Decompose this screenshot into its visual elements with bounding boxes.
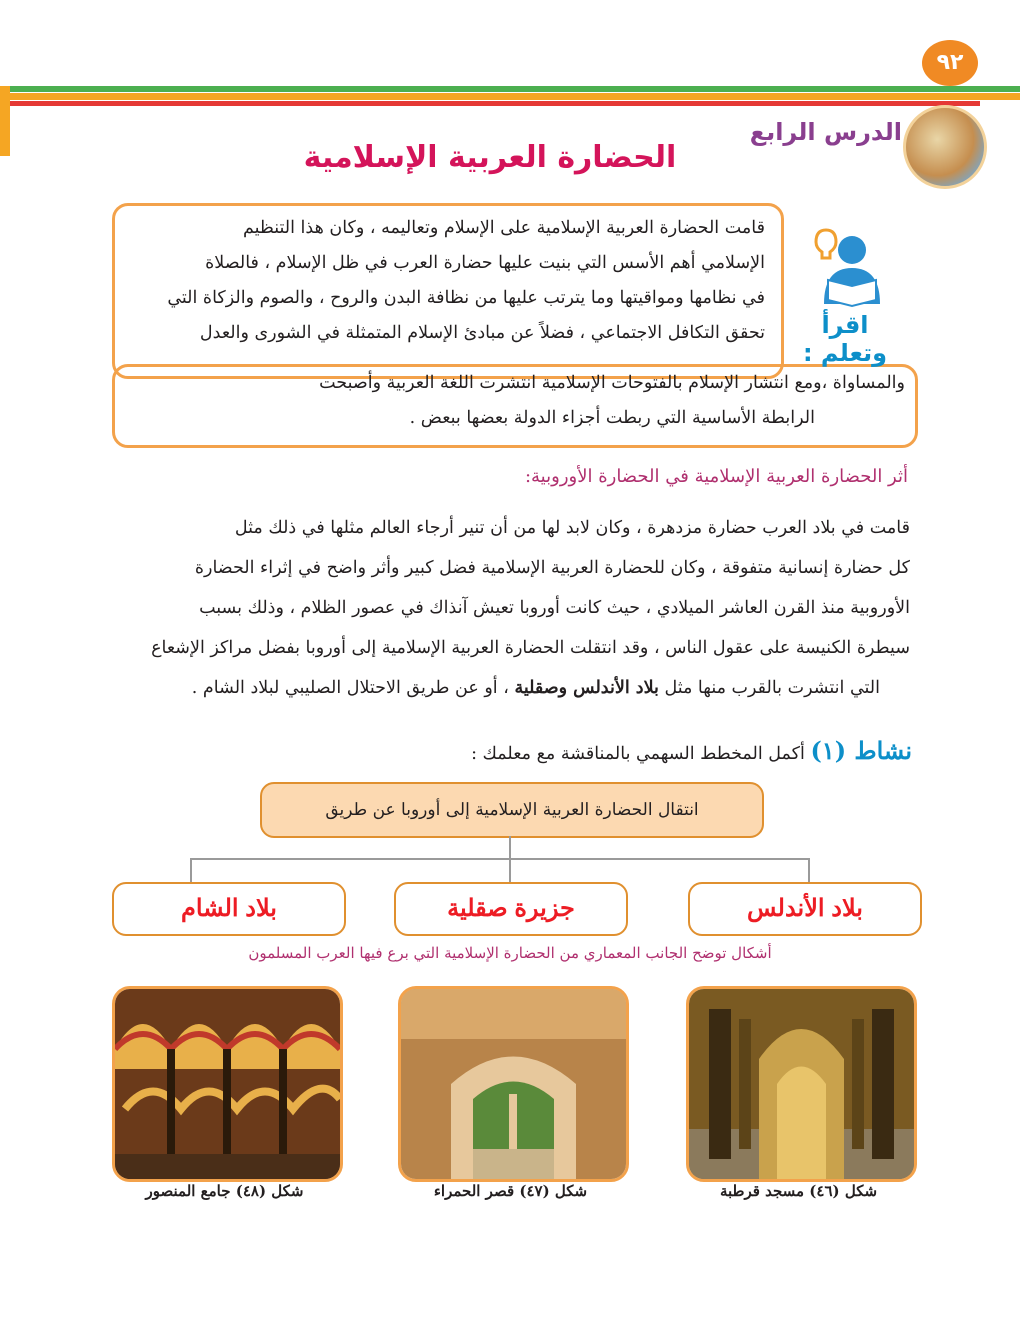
body-text-a: التي انتشرت بالقرب منها مثل: [658, 678, 880, 698]
section-body: [110, 508, 910, 708]
body-line: قامت في بلاد العرب حضارة مزدهرة ، وكان لابد لها من أن تنير أرجاء العالم مثلها في ذلك مثل: [234, 518, 910, 538]
cordoba-mosque-image: [686, 986, 917, 1182]
diagram-leaf-levant[interactable]: بلاد الشام: [112, 882, 346, 936]
read-line: قامت الحضارة العربية الإسلامية على الإسلام وتعاليمه ، وكان هذا التنظيم: [242, 218, 765, 238]
diagram-connector: [190, 858, 192, 882]
header-stripe-orange: [0, 93, 1020, 100]
figure-label-mansour: شكل (٤٨) جامع المنصور: [145, 1182, 304, 1200]
lesson-label: الدرس الرابع: [749, 118, 902, 146]
read-line: والمساواة ،ومع انتشار الإسلام بالفتوحات الإسلامية انتشرت اللغة العربية وأصبحت: [319, 373, 905, 393]
read-learn-text-wide: [125, 366, 905, 436]
body-text-bold: بلاد الأندلس وصقلية: [514, 678, 659, 698]
read-line: الرابطة الأساسية التي ربطت أجزاء الدولة بعضها ببعض .: [409, 408, 815, 428]
diagram-connector: [509, 858, 511, 882]
activity-label: نشاط (١): [810, 736, 912, 765]
body-line-last: [110, 668, 910, 708]
page-title: الحضارة العربية الإسلامية: [303, 140, 677, 175]
read-learn-text: [125, 211, 765, 351]
header-stripe-green: [0, 86, 1020, 92]
page-number: ٩٢: [922, 40, 978, 86]
mansour-mosque-image: [112, 986, 343, 1182]
diagram-root-node: انتقال الحضارة العربية الإسلامية إلى أوروبا عن طريق: [260, 782, 764, 838]
alhambra-palace-image: [398, 986, 629, 1182]
body-line: سيطرة الكنيسة على عقول الناس ، وقد انتقلت الحضارة العربية الإسلامية إلى أوروبا بفضل مراكز الإشعاع: [151, 638, 910, 658]
read-line: في نظامها ومواقيتها وما يترتب عليها من نظافة البدن والروح ، والصوم والزكاة التي: [167, 288, 765, 308]
diagram-connector: [808, 858, 810, 882]
diagram-leaf-sicily[interactable]: جزيرة صقلية: [394, 882, 628, 936]
reader-icon: [802, 224, 892, 308]
lesson-map-icon: [903, 105, 987, 189]
diagram-connector: [190, 858, 810, 860]
read-learn-label: اقرأ وتعلم :: [802, 311, 888, 367]
diagram-leaf-andalus[interactable]: بلاد الأندلس: [688, 882, 922, 936]
figure-label-alhambra: شكل (٤٧) قصر الحمراء: [433, 1182, 588, 1200]
body-text-b: ، أو عن طريق الاحتلال الصليبي لبلاد الشام .: [191, 678, 515, 698]
body-line: كل حضارة إنسانية متفوقة ، وكان للحضارة العربية الإسلامية فضل كبير وأثر واضح في إثراء الحضارة: [194, 558, 910, 578]
activity: [471, 736, 912, 765]
read-line: الإسلامي أهم الأسس التي بنيت عليها حضارة العرب في ظل الإسلام ، فالصلاة: [205, 253, 765, 273]
body-line: الأوروبية منذ القرن العاشر الميلادي ، حيث كانت أوروبا تعيش آنذاك في عصور الظلام ، وذلك بسبب: [199, 598, 910, 618]
left-edge-bar: [0, 86, 10, 156]
read-line: تحقق التكافل الاجتماعي ، فضلاً عن مبادئ الإسلام المتمثلة في الشورى والعدل: [199, 323, 765, 343]
diagram-connector: [509, 836, 511, 860]
header-stripe-red: [0, 101, 980, 106]
figure-label-cordoba: شكل (٤٦) مسجد قرطبة: [719, 1182, 878, 1200]
figures-caption: أشكال توضح الجانب المعماري من الحضارة الإسلامية التي برع فيها العرب المسلمون: [248, 944, 772, 962]
section-heading: أثر الحضارة العربية الإسلامية في الحضارة الأوروبية:: [524, 466, 908, 487]
activity-instruction: أكمل المخطط السهمي بالمناقشة مع معلمك :: [471, 744, 811, 764]
